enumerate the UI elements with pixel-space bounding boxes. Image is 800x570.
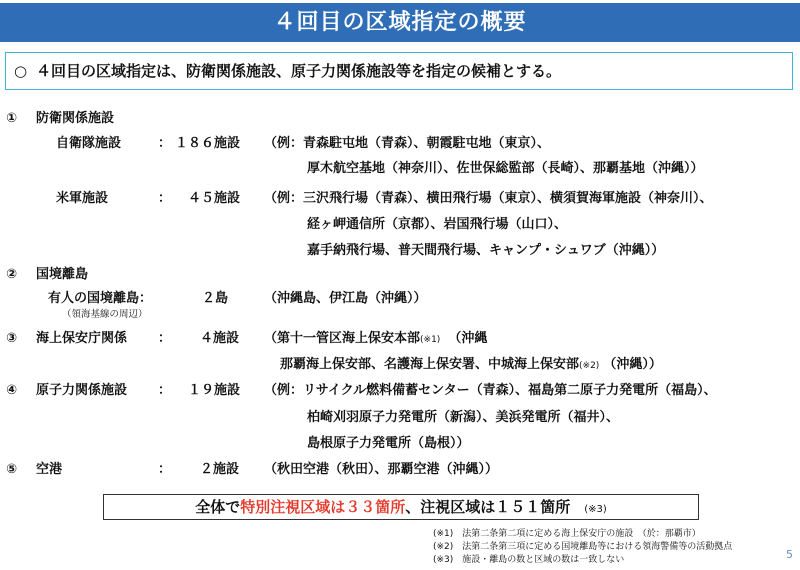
airport-count: ２施設 [200,462,240,477]
conclusion-prefix: 全体で [195,498,241,516]
coast-guard-count: ４施設 [200,331,240,346]
nuclear-examples-line-3: 島根原子力発電所（島根）） [307,436,470,451]
usf-colon: ： [158,191,172,206]
page-title: ４回目の区域指定の概要 [0,3,800,42]
section-2-number: ② [6,267,18,282]
note-ref-1: (※1) [420,335,441,345]
usf-count: ４５施設 [188,191,241,206]
page-number: 5 [786,548,793,561]
section-3-title: 海上保安庁関係 [36,331,128,346]
nuclear-examples-line-2: 柏崎刈羽原子力発電所（新潟）、美浜発電所（福井）、 [307,410,620,425]
conclusion-suffix: 、注視区域は１５１箇所 [405,498,571,516]
nuclear-colon: ： [158,383,172,398]
coast-guard-line-1: （第十一管区海上保安本部(※1) （沖縄 [264,331,488,346]
summary-text: ４回目の区域指定は、防衛関係施設、原子力関係施設等を指定の候補とする。 [36,62,562,80]
section-1-number: ① [6,111,18,126]
note-ref-2: (※2) [579,361,600,371]
summary-box [5,52,793,90]
section-2-title: 国境離島 [36,267,89,282]
airport-examples: （秋田空港（秋田）、那覇空港（沖縄）） [264,462,499,477]
summary-bullet: ○ [14,62,28,80]
airport-colon: ： [158,462,172,477]
usf-label: 米軍施設 [56,191,109,206]
sdf-examples-line-2: 厚木航空基地（神奈川）、佐世保総監部（長崎）、那覇基地（沖縄）） [307,161,704,176]
nuclear-examples-line-1: （例：リサイクル燃料備蓄センター（青森）、福島第二原子力発電所（福島）、 [264,383,717,398]
sdf-colon: ： [158,136,172,151]
section-5-number: ⑤ [6,462,18,477]
section-5-title: 空港 [36,462,63,477]
special-zone-count: 特別注視区域は３３箇所 [240,498,406,516]
footnote-1: (※1) 法第二条第二項に定める海上保安庁の施設 （於：那覇市） [433,529,701,539]
section-1-title: 防衛関係施設 [36,111,115,126]
footnote-2: (※2) 法第二条第三項に定める国境離島等における領海警備等の活動拠点 [433,542,733,552]
usf-examples-line-1: （例：三沢飛行場（青森）、横田飛行場（東京）、横須賀海軍施設（神奈川）、 [264,191,713,206]
border-island-examples: （沖縄島、伊江島（沖縄）） [264,291,427,306]
conclusion-box [103,494,699,520]
section-4-title: 原子力関係施設 [36,383,128,398]
border-island-label: 有人の国境離島： [48,291,153,306]
sdf-count: １８６施設 [175,136,241,151]
usf-examples-line-2: 経ヶ岬通信所（京都）、岩国飛行場（山口）、 [307,217,568,232]
usf-examples-line-3: 嘉手納飛行場、普天間飛行場、キャンプ・シュワブ（沖縄）） [307,243,665,258]
footnote-3: (※3) 施設・離島の数と区域の数は一致しない [433,555,625,565]
border-island-sublabel: （領海基線の周辺） [62,309,148,320]
nuclear-count: １９施設 [188,383,241,398]
coast-guard-line-2: 那覇海上保安部、名護海上保安署、中城海上保安部(※2) （沖縄）） [280,357,662,372]
note-ref-3: (※3) [584,504,607,515]
border-island-count: ２島 [202,291,229,306]
sdf-label: 自衛隊施設 [56,136,122,151]
coast-guard-colon: ： [158,331,172,346]
section-4-number: ④ [6,383,18,398]
section-3-number: ③ [6,331,18,346]
sdf-examples-line-1: （例：青森駐屯地（青森）、朝霞駐屯地（東京）、 [264,136,551,151]
